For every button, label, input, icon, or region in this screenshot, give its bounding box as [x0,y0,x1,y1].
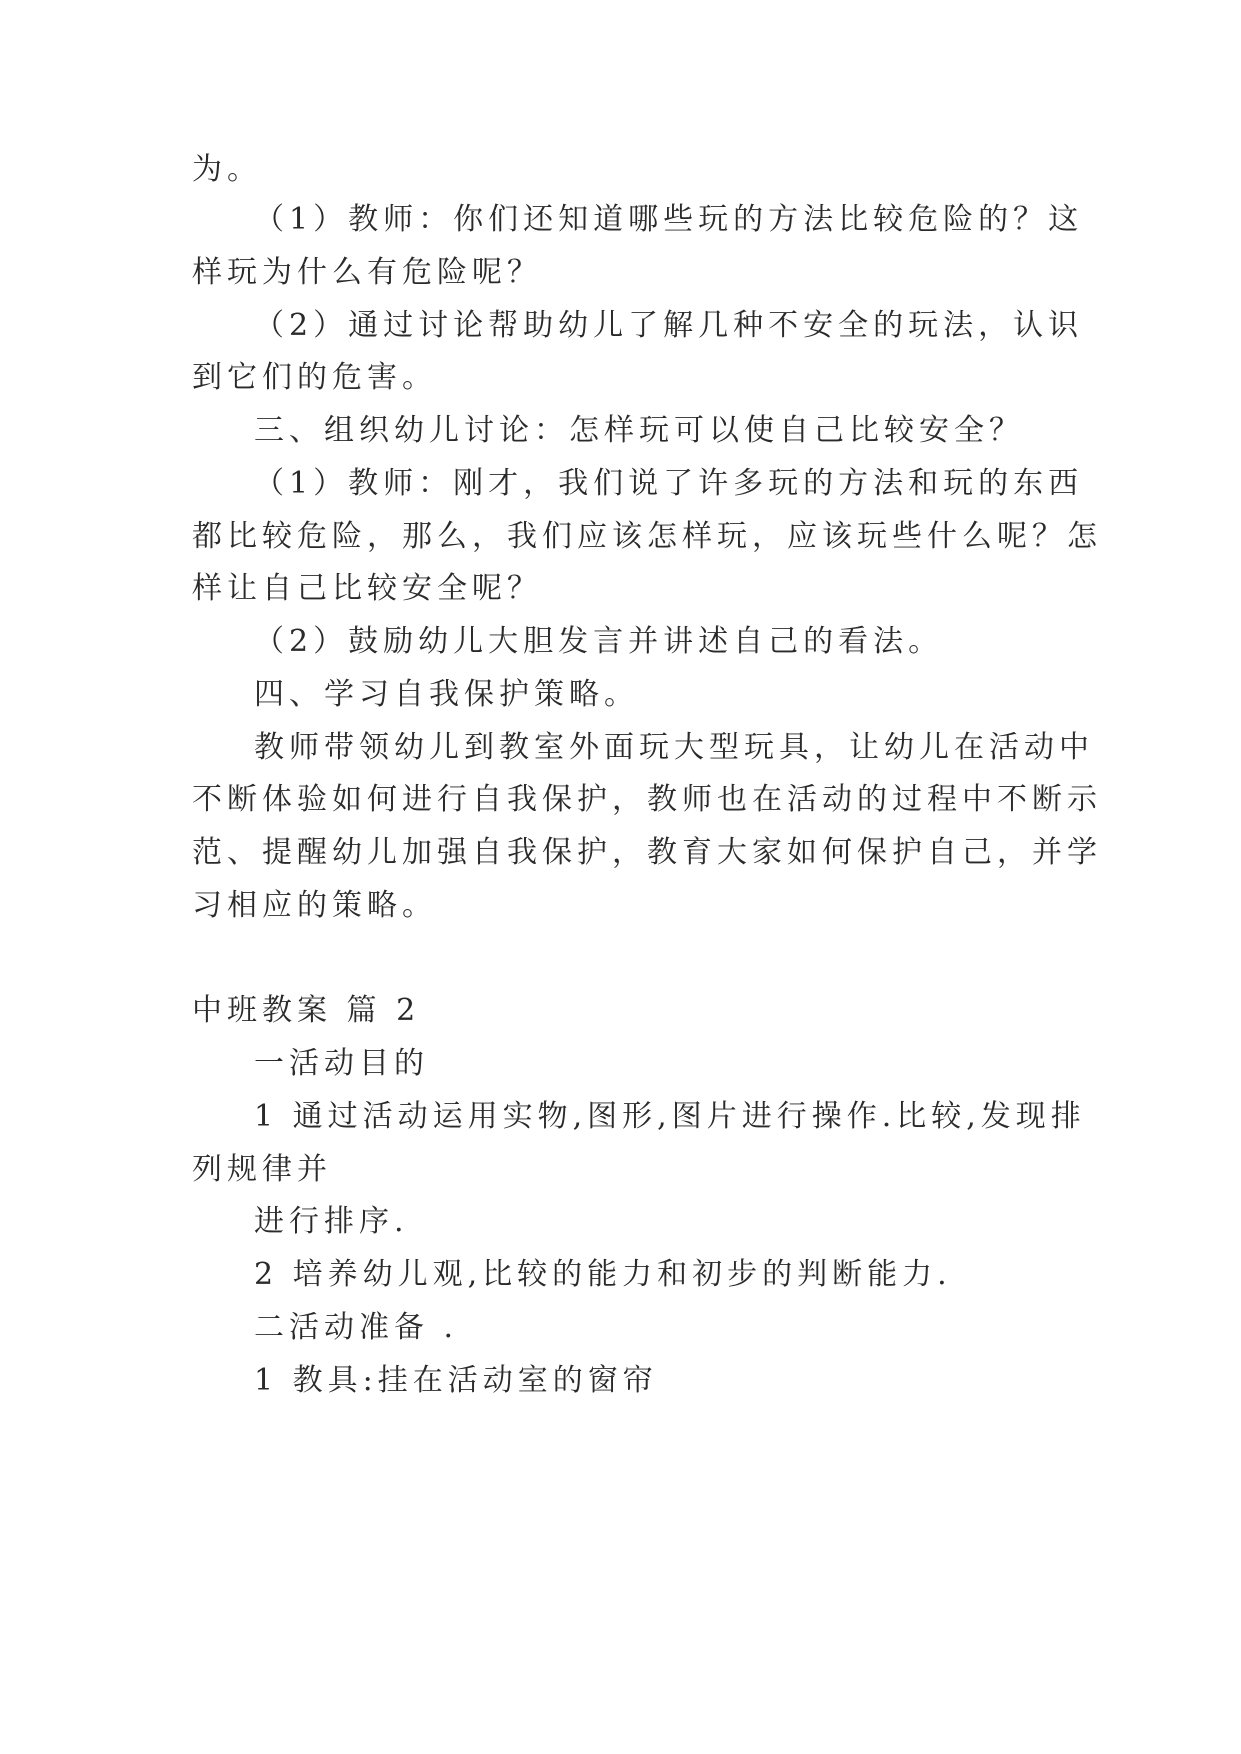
text-line: 列规律并 [192,1152,332,1187]
text-line: （2）通过讨论帮助幼儿了解几种不安全的玩法，认识 [254,308,1084,343]
text-line: 样让自己比较安全呢？ [192,571,542,606]
text-line: （1）教师：刚才，我们说了许多玩的方法和玩的东西 [254,466,1084,501]
text-line: 都比较危险，那么，我们应该怎样玩，应该玩些什么呢？怎 [192,519,1102,554]
section-heading: 三、组织幼儿讨论：怎样玩可以使自己比较安全？ [254,413,1024,448]
text-line: 教师带领幼儿到教室外面玩大型玩具，让幼儿在活动中 [254,730,1094,765]
text-line: 1 教具:挂在活动室的窗帘 [254,1363,658,1398]
section-heading: 一活动目的 [254,1046,429,1081]
text-line: 习相应的策略。 [192,888,437,923]
text-line: 1 通过活动运用实物,图形,图片进行操作.比较,发现排 [254,1099,1086,1134]
text-line: （2）鼓励幼儿大胆发言并讲述自己的看法。 [254,624,944,659]
text-line: 不断体验如何进行自我保护，教师也在活动的过程中不断示 [192,782,1102,817]
text-line: 样玩为什么有危险呢？ [192,255,542,290]
text-line: 2 培养幼儿观,比较的能力和初步的判断能力. [254,1257,952,1292]
text-line: 进行排序. [254,1204,409,1239]
document-title: 中班教案 篇 2 [192,993,421,1028]
text-line: （1）教师：你们还知道哪些玩的方法比较危险的？这 [254,202,1084,237]
section-heading: 四、学习自我保护策略。 [254,677,639,712]
text-line: 范、提醒幼儿加强自我保护，教育大家如何保护自己，并学 [192,835,1102,870]
text-line: 到它们的危害。 [192,360,437,395]
section-heading: 二活动准备 . [254,1310,459,1345]
text-line: 为。 [192,152,262,187]
